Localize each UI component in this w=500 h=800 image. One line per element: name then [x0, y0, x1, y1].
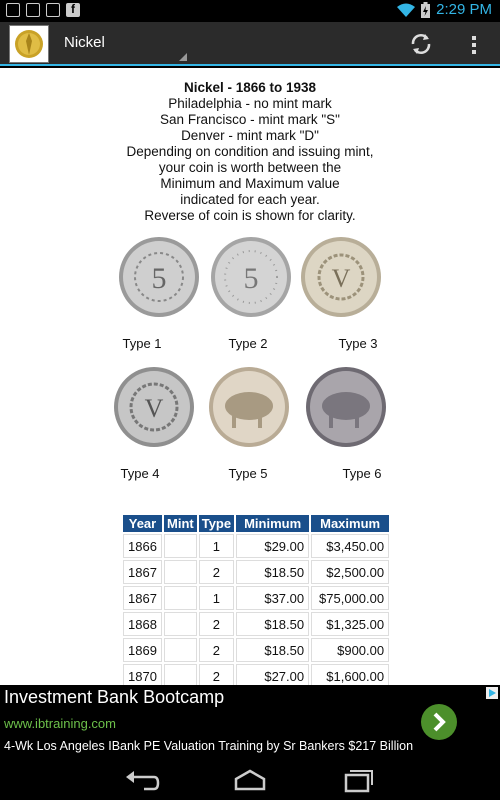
cell-maximum: $3,450.00 — [311, 534, 389, 558]
coin-type-2-image[interactable] — [210, 236, 292, 318]
table-row — [123, 586, 389, 610]
cell-maximum: $75,000.00 — [311, 586, 389, 610]
cell-year: 1868 — [123, 612, 162, 636]
cell-mint — [164, 664, 197, 685]
cell-year: 1867 — [123, 560, 162, 584]
ad-description[interactable]: 4-Wk Los Angeles IBank PE Valuation Training by Sr Bankers $217 Billion — [4, 739, 414, 753]
navigation-bar — [0, 760, 500, 800]
coin-glyph: 5 — [243, 262, 259, 295]
cell-minimum: $29.00 — [236, 534, 309, 558]
cell-minimum: $18.50 — [236, 612, 309, 636]
coin-type-5-image[interactable] — [208, 366, 290, 448]
home-icon — [230, 767, 270, 793]
ad-banner[interactable] — [0, 685, 500, 760]
facebook-icon: f — [66, 3, 80, 17]
coin-type-label: Type 6 — [342, 466, 382, 481]
cell-minimum: $18.50 — [236, 638, 309, 662]
table-header-row — [123, 515, 389, 532]
cell-maximum: $1,600.00 — [311, 664, 389, 685]
overflow-menu-button[interactable] — [462, 29, 486, 59]
table-row — [123, 664, 389, 685]
recent-apps-button[interactable] — [338, 767, 378, 793]
cell-type: 2 — [199, 560, 234, 584]
coin-type-label: Type 5 — [228, 466, 268, 481]
cell-maximum: $2,500.00 — [311, 560, 389, 584]
status-bar — [0, 0, 500, 22]
cell-minimum: $27.00 — [236, 664, 309, 685]
cell-maximum: $900.00 — [311, 638, 389, 662]
intro-text — [0, 80, 500, 224]
cell-maximum: $1,325.00 — [311, 612, 389, 636]
cell-mint — [164, 638, 197, 662]
coin-glyph: V — [331, 264, 351, 293]
column-header-minimum: Minimum — [236, 515, 309, 532]
back-icon — [122, 767, 162, 793]
wifi-icon — [397, 3, 415, 17]
cell-type: 2 — [199, 664, 234, 685]
cell-minimum: $37.00 — [236, 586, 309, 610]
cell-mint — [164, 586, 197, 610]
dropdown-arrow-icon[interactable] — [179, 53, 187, 61]
cell-type: 2 — [199, 612, 234, 636]
intro-line: Reverse of coin is shown for clarity. — [144, 208, 356, 223]
overflow-dot — [472, 43, 476, 47]
cell-mint — [164, 612, 197, 636]
coin-type-label: Type 3 — [338, 336, 378, 351]
cell-mint — [164, 560, 197, 584]
back-button[interactable] — [122, 767, 162, 793]
photo-icon — [46, 3, 60, 17]
page-heading: Nickel - 1866 to 1938 — [183, 80, 317, 95]
adchoices-icon[interactable] — [486, 686, 498, 698]
cell-year: 1869 — [123, 638, 162, 662]
refresh-icon — [405, 29, 437, 59]
home-button[interactable] — [230, 767, 270, 793]
intro-line: Philadelphia - no mint mark — [168, 96, 332, 111]
intro-line: Depending on condition and issuing mint, — [126, 144, 374, 159]
image-icon — [26, 3, 40, 17]
coin-type-3-image[interactable] — [300, 236, 382, 318]
coin-glyph: 5 — [151, 262, 167, 295]
coin-type-4-image[interactable] — [113, 366, 195, 448]
column-header-type: Type — [199, 515, 234, 532]
ad-title[interactable]: Investment Bank Bootcamp — [4, 687, 225, 707]
table-row — [123, 534, 389, 558]
table-row — [123, 638, 389, 662]
column-header-year: Year — [123, 515, 162, 532]
intro-line: indicated for each year. — [180, 192, 320, 207]
overflow-dot — [472, 50, 476, 54]
cell-year: 1866 — [123, 534, 162, 558]
clock: 2:29 PM — [436, 1, 492, 18]
app-logo-icon[interactable] — [9, 25, 49, 63]
coin-type-6-image[interactable] — [305, 366, 387, 448]
intro-line: Minimum and Maximum value — [160, 176, 340, 191]
download-icon — [6, 3, 20, 17]
action-bar — [0, 22, 500, 66]
table-row — [123, 560, 389, 584]
notification-icons — [6, 3, 80, 17]
column-header-maximum: Maximum — [311, 515, 389, 532]
screen-title-spinner[interactable]: Nickel — [64, 34, 105, 51]
intro-line: your coin is worth between the — [158, 160, 342, 175]
ad-url[interactable]: www.ibtraining.com — [4, 716, 116, 731]
table-row — [123, 612, 389, 636]
cell-minimum: $18.50 — [236, 560, 309, 584]
content-scroll[interactable] — [0, 68, 500, 685]
coin-type-1-image[interactable] — [118, 236, 200, 318]
intro-line: San Francisco - mint mark "S" — [160, 112, 340, 127]
recent-apps-icon — [338, 767, 378, 793]
cell-type: 1 — [199, 586, 234, 610]
cell-type: 2 — [199, 638, 234, 662]
overflow-menu-icon — [472, 36, 476, 40]
price-table — [121, 513, 391, 685]
chevron-right-icon — [421, 704, 457, 740]
coin-type-label: Type 4 — [120, 466, 160, 481]
cell-mint — [164, 534, 197, 558]
ad-open-button[interactable] — [421, 704, 457, 740]
battery-icon — [421, 2, 430, 18]
coin-type-label: Type 2 — [228, 336, 268, 351]
cell-year: 1870 — [123, 664, 162, 685]
coin-type-label: Type 1 — [122, 336, 162, 351]
coin-glyph: V — [144, 394, 164, 423]
intro-line: Denver - mint mark "D" — [181, 128, 319, 143]
cell-year: 1867 — [123, 586, 162, 610]
cell-type: 1 — [199, 534, 234, 558]
refresh-button[interactable] — [405, 29, 437, 59]
column-header-mint: Mint — [164, 515, 197, 532]
